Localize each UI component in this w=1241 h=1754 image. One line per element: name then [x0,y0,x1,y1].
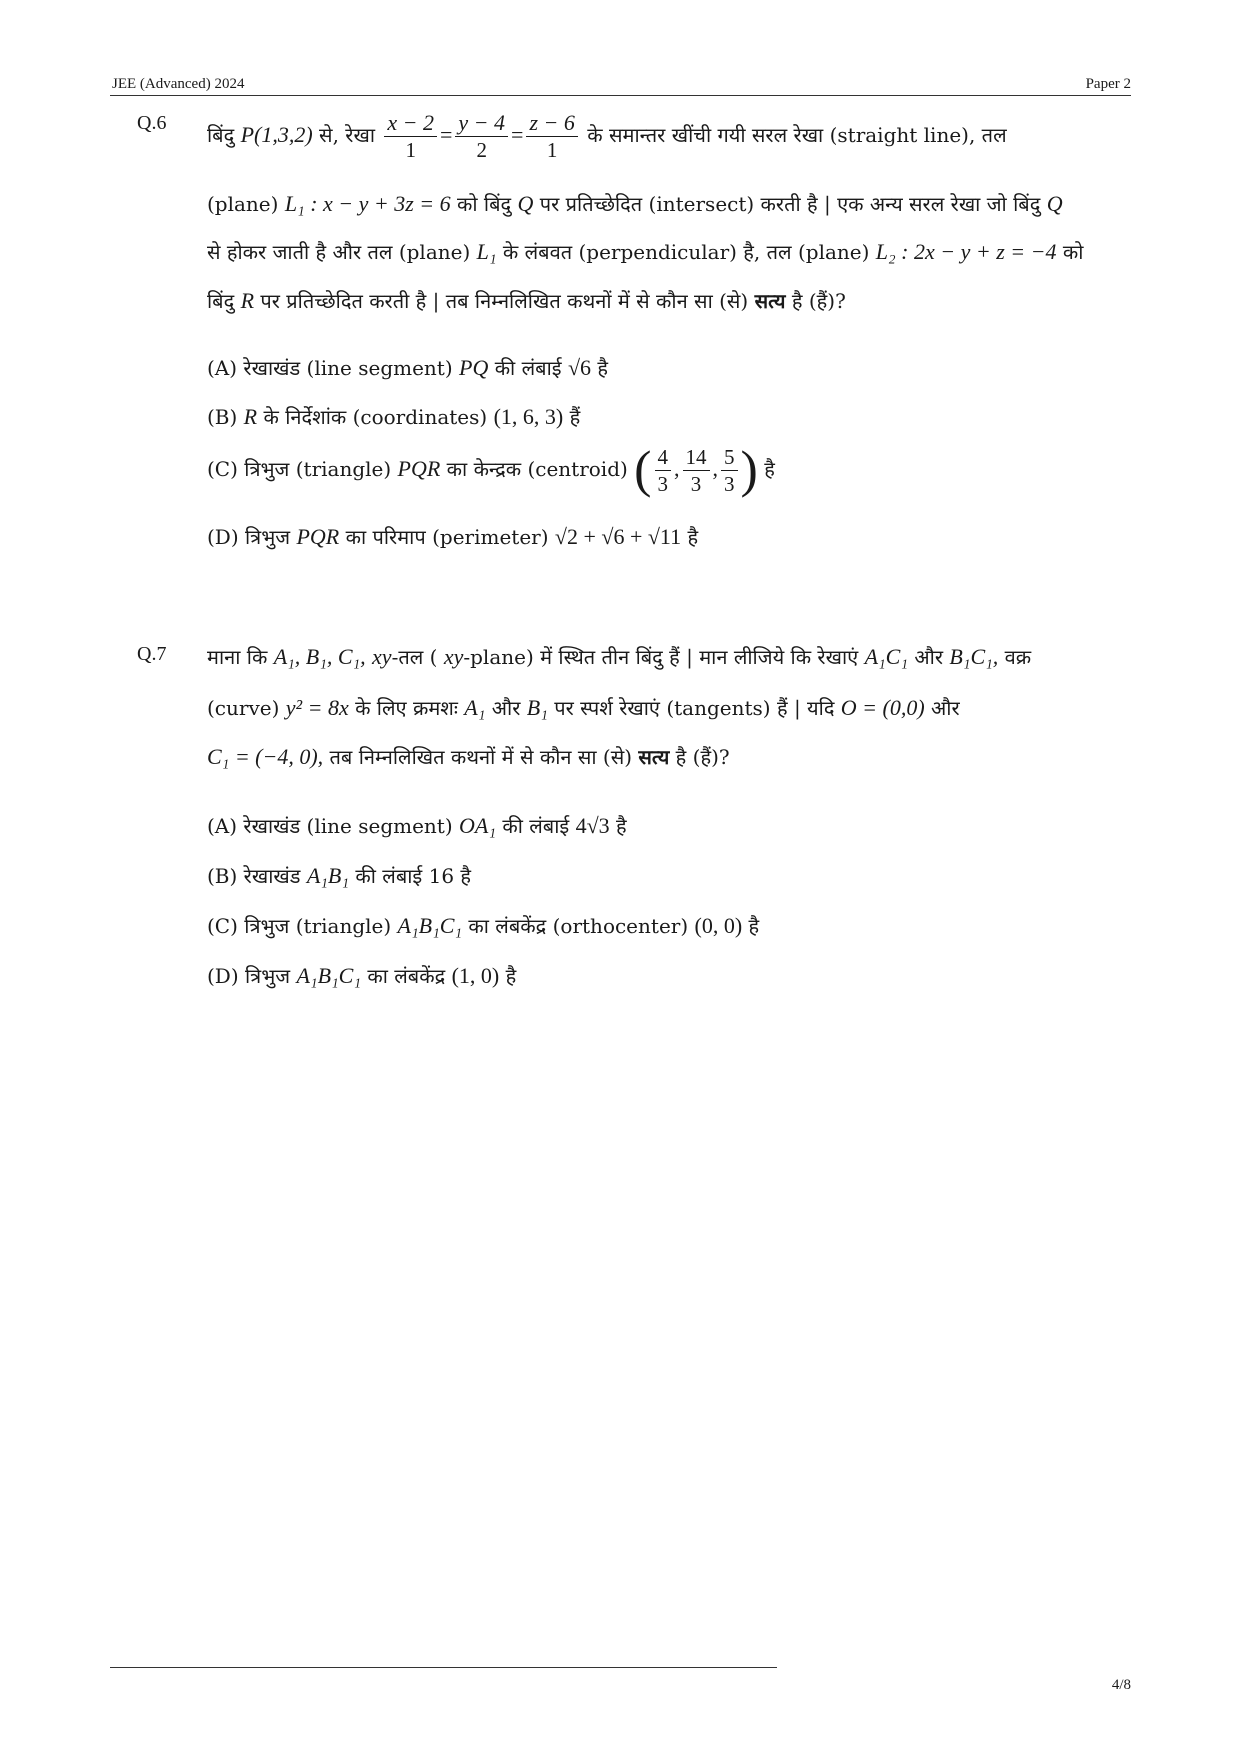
page-number: 4/8 [1111,1677,1131,1693]
q6-frac-z [526,110,577,163]
q7-text: तब निम्नलिखित कथनों में से कौन सा (से) [329,745,633,769]
centroid-y [683,444,710,497]
option-math: PQ [459,355,489,380]
option-text: हैं [569,405,581,429]
q7-points: A₁, B₁, C₁, [273,644,366,669]
option-math: A₁B₁C₁ [296,963,361,988]
frac-numerator: 4 [655,444,672,471]
option-text: का लंबकेंद्र [367,964,446,988]
frac-denominator: 3 [657,472,668,496]
frac-numerator: z − 6 [526,110,577,137]
option-math: OA₁ [459,813,496,838]
option-label: (B) रेखाखंड [207,864,301,888]
option-math: A₁B₁C₁ [397,913,463,938]
q7-bold-true: सत्य [638,745,670,769]
q6-option-d[interactable] [207,523,698,551]
q7-option-a[interactable] [207,812,627,840]
q6-text: को बिंदु [457,192,512,216]
q7-option-c[interactable] [207,912,759,940]
option-label: (C) त्रिभुज (triangle) [207,914,392,938]
q6-option-c[interactable]: (C) त्रिभुज (triangle) PQR का केन्द्रक (centroid) ( $\frac{4}{3}$ , $\frac{14}{3}$ , $\frac{5}{3}$ ) है [207,441,775,499]
q6-text: बिंदु [207,289,235,313]
option-math: R [243,404,258,429]
q6-frac-y [455,110,508,163]
centroid-z [721,444,738,497]
q7-math: xy [443,644,464,669]
q6-option-a[interactable] [207,354,608,382]
q6-line-1: बिंदु P(1,3,2) से, रेखा $\frac{x - 2}{1}$ = $\frac{y - 4}{2}$ = $\frac{z - 6}{1}$ के समान्तर खींची गयी सरल रेखा (straight line), तल [207,110,1007,162]
option-text: के निर्देशांक (coordinates) [263,405,488,429]
q6-text: को [1062,240,1084,264]
frac-denominator: 1 [546,138,558,162]
option-text: है [505,964,517,988]
frac-denominator: 3 [690,472,702,496]
q6-line-4 [207,287,846,315]
option-math: PQR [397,456,441,481]
option-label: (A) रेखाखंड (line segment) [207,814,453,838]
q7-line-1 [207,643,1031,671]
q7-line-2 [207,694,960,722]
q7-option-d[interactable] [207,962,516,990]
q7-text: और [491,696,521,720]
option-text: की लंबाई [502,814,570,838]
q7-origin: O = (0,0) [840,695,925,720]
option-text: का परिमाप (perimeter) [345,525,549,549]
q7-text: -plane) में स्थित तीन बिंदु हैं | मान लीजिये कि रेखाएं [463,645,859,669]
frac-numerator: 5 [721,444,738,471]
option-text: है [616,814,627,838]
q6-point-p: P(1,3,2) [240,122,313,147]
option-label: (B) [207,405,238,429]
option-math: PQR [296,524,340,549]
q6-text: के लंबवत (perpendicular) है, तल (plane) [502,240,870,264]
q6-bold-true: सत्य [754,289,786,313]
q7-line-a1c1: A₁C₁ [864,644,908,669]
frac-numerator: y − 4 [455,110,508,137]
option-text: का लंबकेंद्र (orthocenter) [468,914,689,938]
option-text: है [748,914,760,938]
centroid-x [655,444,672,497]
q6-point-q: Q [1046,191,1063,216]
q6-text: है (हैं)? [791,289,846,313]
q6-plane-l1: L₁ [476,239,497,264]
question-6-number: Q.6 [137,112,167,134]
question-7-number: Q.7 [137,643,167,665]
q6-plane-l1: L₁ : x − y + 3z = 6 [284,191,451,216]
q7-point-c1: C₁ = (−4, 0), [207,744,324,769]
q6-line-2 [207,190,1063,218]
q6-text: पर प्रतिच्छेदित करती है | तब निम्नलिखित कथनों में से कौन सा (से) [260,289,749,313]
option-label: (D) त्रिभुज [207,964,291,988]
q7-text: के लिए क्रमशः [355,696,458,720]
q6-text: बिंदु [207,123,235,147]
option-text: है [764,457,775,481]
option-text: है [597,356,608,380]
q6-text: के समान्तर खींची गयी सरल रेखा (straight line), तल [587,123,1007,147]
q7-text: और [931,696,960,720]
q6-plane-l2: L₂ : 2x − y + z = −4 [875,239,1057,264]
frac-denominator: 2 [476,138,487,162]
footer-rule [110,1667,777,1668]
q7-math: xy [372,644,392,669]
option-label: (D) त्रिभुज [207,525,291,549]
q6-point-q: Q [517,191,534,216]
q7-curve: y² = 8x [285,695,349,720]
option-text: है [687,525,699,549]
q6-option-b[interactable] [207,403,580,431]
q7-option-b[interactable] [207,862,471,890]
q7-text: और [914,645,943,669]
frac-numerator: 14 [683,444,710,471]
frac-denominator: 3 [724,472,735,496]
option-value: (0, 0) [694,913,743,938]
q6-text: से, रेखा [319,123,376,147]
option-text: की लंबाई [494,356,562,380]
q6-frac-x [384,110,437,163]
q7-text: -तल ( [391,645,438,669]
paper-label: Paper 2 [1085,76,1131,92]
option-value: √6 [567,355,592,380]
q7-text: (curve) [207,696,280,720]
q6-text: (plane) [207,192,279,216]
q7-line-3 [207,743,730,771]
q6-text: पर प्रतिच्छेदित (intersect) करती है | एक अन्य सरल रेखा जो बिंदु [539,192,1041,216]
frac-denominator: 1 [405,138,416,162]
option-label: (A) रेखाखंड (line segment) [207,356,453,380]
option-value: 4√3 [575,813,610,838]
q7-text: वक्र [1004,645,1032,669]
q7-math: A₁ [464,695,486,720]
q7-math: B₁ [526,695,548,720]
option-value: (1, 6, 3) [493,404,564,429]
option-text: का केन्द्रक (centroid) [446,457,628,481]
frac-numerator: x − 2 [384,110,437,137]
header-rule [110,95,1131,96]
option-label: (C) त्रिभुज (triangle) [207,457,392,481]
option-value: (1, 0) [451,963,500,988]
q7-text: पर स्पर्श रेखाएं (tangents) हैं | यदि [554,696,835,720]
q6-point-r: R [240,288,255,313]
option-value: √2 + √6 + √11 [554,524,682,549]
q7-text: है (हैं)? [675,745,730,769]
exam-title: JEE (Advanced) 2024 [112,76,245,92]
q7-line-b1c1: B₁C₁, [949,644,999,669]
q6-text: से होकर जाती है और तल (plane) [207,240,471,264]
option-text: की लंबाई 16 है [355,864,472,888]
q7-text: माना कि [207,645,268,669]
q6-line-3 [207,238,1083,266]
option-math: A₁B₁ [306,863,349,888]
